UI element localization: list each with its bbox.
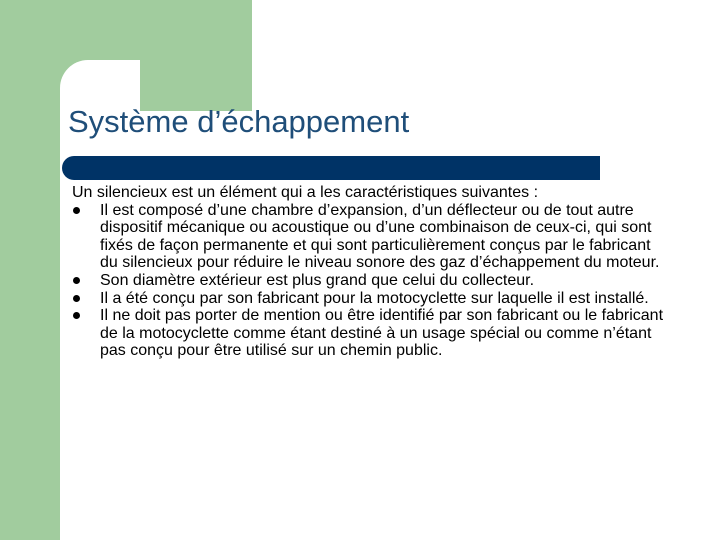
- bullet-dot-icon: [73, 295, 80, 302]
- bullet-dot-icon: [73, 312, 80, 319]
- bullet-text: Il ne doit pas porter de mention ou être identifié par son fabricant ou le fabricant de la motocyclette comme étant destiné à un usage spécial ou comme n’étant pas conçu pour être utilisé sur un chemin public.: [100, 307, 664, 360]
- bullet-text: Il est composé d’une chambre d’expansion, d’un déflecteur ou de tout autre dispositif mécanique ou acoustique ou d’une combinaison de ceux-ci, qui sont fixés de façon permanente et qui sont particulièrement conçus par le fabricant du silencieux pour réduire le niveau sonore des gaz d’échappement du moteur.: [100, 201, 660, 272]
- title-divider-bar: [62, 156, 600, 180]
- list-item: [72, 272, 672, 290]
- slide-body: [72, 184, 672, 360]
- bullet-dot-icon: [73, 207, 80, 214]
- list-item: [72, 202, 672, 272]
- bullet-text: Il a été conçu par son fabricant pour la motocyclette sur laquelle il est installé.: [100, 289, 649, 307]
- intro-text: Un silencieux est un élément qui a les caractéristiques suivantes :: [72, 184, 539, 201]
- bullet-list: [72, 202, 672, 360]
- list-item: [72, 290, 672, 308]
- slide-title: Système d’échappement: [68, 104, 410, 139]
- bullet-dot-icon: [73, 277, 80, 284]
- bullet-text: Son diamètre extérieur est plus grand que celui du collecteur.: [100, 271, 535, 289]
- list-item: [72, 307, 672, 360]
- decor-green-side-band: [0, 0, 60, 540]
